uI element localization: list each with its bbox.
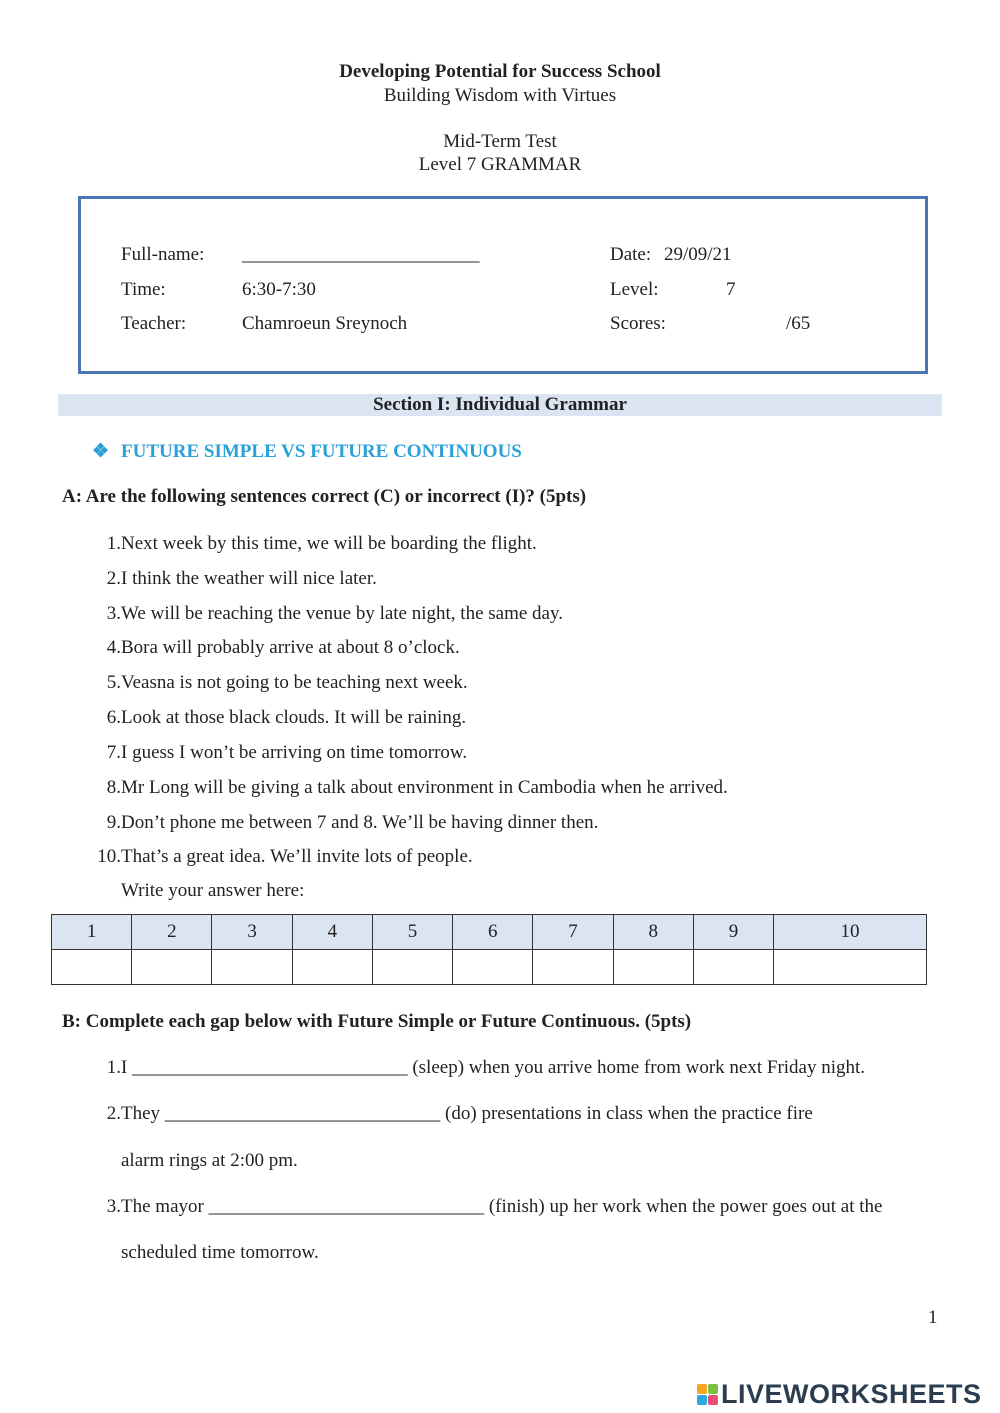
answer-col-header: 1 [52,915,132,950]
page-number: 1 [928,1307,938,1328]
fullname-label: Full-name: [121,244,205,265]
section-title: Section I: Individual Grammar [58,394,942,416]
list-item [86,568,377,590]
answer-cell-input[interactable] [372,950,452,985]
answer-col-header: 9 [693,915,773,950]
answer-cell-input[interactable] [453,950,533,985]
answer-col-header: 2 [132,915,212,950]
logo-square [697,1384,707,1394]
list-item [86,1103,813,1125]
list-item [86,1057,866,1079]
item-text: alarm rings at 2:00 pm. [121,1150,298,1171]
answer-cell-input[interactable] [693,950,773,985]
list-item-continuation [86,1242,319,1264]
answer-col-header: 6 [453,915,533,950]
item-text: I _____________________________ (sleep) when you arrive home from work next Friday night. [121,1057,866,1078]
time-value: 6:30-7:30 [242,279,316,300]
list-item [86,846,473,868]
fullname-input[interactable]: _________________________ [242,244,480,265]
topic-heading [92,440,522,463]
item-number: 1. [106,1057,121,1078]
part-b-heading: B: Complete each gap below with Future Simple or Future Continuous. (5pts) [62,1011,692,1032]
level-label: Level: [610,279,659,300]
school-motto: Building Wisdom with Virtues [383,85,617,106]
item-number: 5. [106,672,121,693]
answer-cell-input[interactable] [212,950,292,985]
answer-table [51,914,927,985]
test-title: Mid-Term Test [443,131,557,152]
item-text: I think the weather will nice later. [121,568,377,589]
list-item [86,1196,883,1218]
brand-text: LIVEWORKSHEETS [721,1378,982,1409]
item-text: Don’t phone me between 7 and 8. We’ll be having dinner then. [121,812,599,833]
item-text: The mayor _____________________________ (finish) up her work when the power goes out at the [121,1196,883,1217]
answer-col-header: 3 [212,915,292,950]
answer-cell-input[interactable] [132,950,212,985]
item-number: 6. [106,707,121,728]
answer-cell-input[interactable] [52,950,132,985]
logo-square [708,1395,718,1405]
answer-col-header: 8 [613,915,693,950]
list-item [86,603,564,625]
answer-cell-input[interactable] [533,950,613,985]
diamond-bullet-icon: ❖ [92,441,110,462]
liveworksheets-brand[interactable] [697,1378,982,1410]
level-title: Level 7 GRAMMAR [418,154,582,175]
item-text: Bora will probably arrive at about 8 o’clock. [121,637,460,658]
answer-cell-input[interactable] [774,950,927,985]
liveworksheets-logo-icon [697,1384,718,1405]
item-number: 9. [106,812,121,833]
date-label: Date: [610,244,652,265]
scores-value: /65 [786,313,811,334]
answer-table-header [52,915,927,950]
part-a-heading: A: Are the following sentences correct (C) or incorrect (I)? (5pts) [62,486,587,507]
item-text: Look at those black clouds. It will be raining. [121,707,467,728]
answer-cell-input[interactable] [292,950,372,985]
time-label: Time: [121,279,166,300]
list-item [86,812,599,834]
item-number: 2. [106,1103,121,1124]
answer-col-header: 10 [774,915,927,950]
answer-col-header: 4 [292,915,372,950]
answer-col-header: 7 [533,915,613,950]
item-number: 10. [97,846,121,867]
teacher-label: Teacher: [121,313,187,334]
item-text: I guess I won’t be arriving on time tomorrow. [121,742,468,763]
list-item [86,637,460,659]
item-number: 3. [106,1196,121,1217]
answer-col-header: 5 [372,915,452,950]
list-item [86,742,468,764]
list-item [86,672,468,694]
item-text: That’s a great idea. We’ll invite lots of people. [121,846,473,867]
item-number: 8. [106,777,121,798]
item-number: 3. [106,603,121,624]
list-item [86,777,728,799]
logo-square [708,1384,718,1394]
list-item-continuation [86,1150,298,1172]
item-text: Mr Long will be giving a talk about environment in Cambodia when he arrived. [121,777,728,798]
answer-table-row [52,950,927,985]
list-item [86,707,467,729]
date-value: 29/09/21 [664,244,732,265]
item-number: 2. [106,568,121,589]
item-number: 1. [106,533,121,554]
answer-cell-input[interactable] [613,950,693,985]
item-text: Next week by this time, we will be boarding the flight. [121,533,537,554]
item-number: 4. [106,637,121,658]
answer-label: Write your answer here: [121,880,305,901]
teacher-value: Chamroeun Sreynoch [242,313,408,334]
item-text: Veasna is not going to be teaching next week. [121,672,468,693]
scores-label: Scores: [610,313,666,334]
level-value: 7 [726,279,736,300]
item-text: They _____________________________ (do) presentations in class when the practice fire [121,1103,813,1124]
item-text: scheduled time tomorrow. [121,1242,319,1263]
list-item [86,533,537,555]
logo-square [697,1395,707,1405]
school-name: Developing Potential for Success School [339,61,661,82]
student-info-box [78,196,928,374]
topic-text: FUTURE SIMPLE VS FUTURE CONTINUOUS [121,441,522,462]
item-number: 7. [106,742,121,763]
item-text: We will be reaching the venue by late night, the same day. [121,603,564,624]
